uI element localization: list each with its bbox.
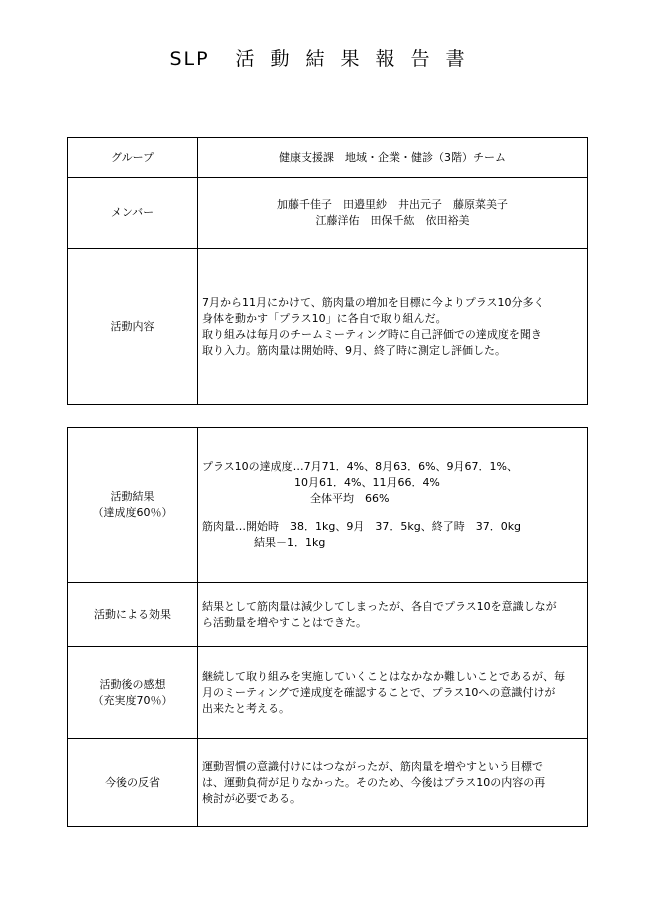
impression-label-line: （充実度70％） [92,693,173,707]
title-prefix: SLP [169,48,210,70]
activity-line: 7月から11月にかけて、筋肉量の増加を目標に今よりプラス10分多く [202,295,545,309]
member-label: メンバー [68,178,198,249]
activity-value [198,249,588,405]
activity-row [68,249,588,405]
result-spacer [202,507,584,519]
result-label-line: 活動結果 [110,490,155,503]
result-line: 筋肉量…開始時 38．1kg、9月 37．5kg、終了時 37．0kg [202,520,522,533]
reflection-line: 運動習慣の意識付けにはつながったが、筋肉量を増やすという目標で [202,759,543,773]
effect-value [198,583,588,647]
impression-label [68,647,198,739]
member-line: 加藤千佳子 田邉里紗 井出元子 藤原菜美子 [277,198,508,211]
activity-line: 取り入力。筋肉量は開始時、9月、終了時に測定し評価した。 [202,343,506,357]
result-line: 10月61．4%、11月66．4% [294,476,440,489]
reflection-label: 今後の反省 [68,739,198,827]
member-value [198,178,588,249]
document-title [0,44,650,71]
title-main: 活動結果報告書 [235,48,481,70]
overview-table [67,137,588,405]
result-line: プラス10の達成度…7月71．4%、8月63．6%、9月67．1%、 [202,460,519,473]
reflection-line: 検討が必要である。 [202,791,301,805]
activity-label: 活動内容 [68,249,198,405]
effect-line: 結果として筋肉量は減少してしまったが、各自でプラス10を意識しなが [202,599,557,613]
reflection-row [68,739,588,827]
result-value [198,428,588,583]
effect-line: ら活動量を増やすことはできた。 [202,615,367,629]
reflection-value [198,739,588,827]
group-value: 健康支援課 地域・企業・健診（3階）チーム [198,138,588,178]
activity-line: 取り組みは毎月のチームミーティング時に自己評価での達成度を聞き [202,327,542,341]
group-row [68,138,588,178]
result-line: 結果－1．1kg [254,536,326,549]
group-label: グループ [68,138,198,178]
impression-value [198,647,588,739]
effect-row [68,583,588,647]
effect-label: 活動による効果 [68,583,198,647]
member-row [68,178,588,249]
impression-line: 月のミーティングで達成度を確認することで、プラス10への意識付けが [202,685,556,699]
result-line: 全体平均 66% [310,492,390,505]
reflection-line: は、運動負荷が足りなかった。そのため、今後はプラス10の内容の再 [202,775,546,789]
impression-line: 継続して取り組みを実施していくことはなかなか難しいことであるが、毎 [202,669,565,683]
activity-line: 身体を動かす「プラス10」に各自で取り組んだ。 [202,311,447,325]
impression-row [68,647,588,739]
impression-line: 出来たと考える。 [202,701,290,715]
result-label-line: （達成度60％） [92,506,173,519]
impression-label-line: 活動後の感想 [99,677,166,691]
result-row [68,428,588,583]
results-table [67,427,588,827]
member-line: 江藤洋佑 田保千紘 依田裕美 [315,214,470,227]
result-label [68,428,198,583]
